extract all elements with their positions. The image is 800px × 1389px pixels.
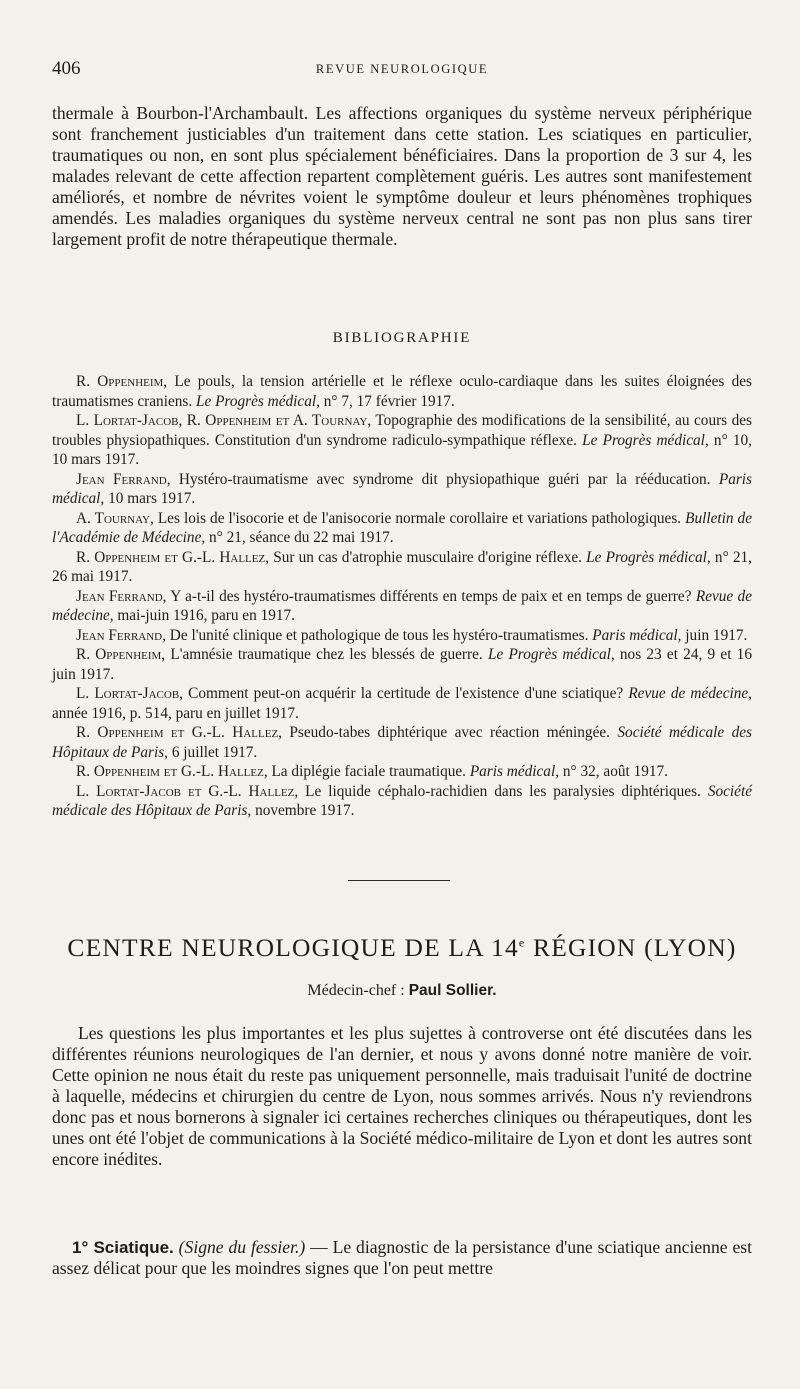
journal-page bbox=[52, 0, 752, 1389]
item-note: (Signe du fessier.) bbox=[178, 1237, 306, 1257]
entry-text: Les lois de l'isocorie et de l'anisocorie normale corollaire et variations pathologiques. bbox=[153, 509, 686, 527]
entry-source: Paris médical, bbox=[52, 470, 752, 507]
item-text: — Le diagnostic de la persistance d'une sciatique ancienne est assez délicat pour que les moindres signes que l'on peut mettre bbox=[52, 1237, 752, 1278]
entry-authors: L. Lortat-Jacob, bbox=[76, 685, 184, 702]
bibliography-entry bbox=[52, 411, 752, 470]
entry-tail: juin 1917. bbox=[681, 626, 748, 644]
entry-text: Le liquide céphalo-rachidien dans les paralysies diphtériques. bbox=[298, 782, 708, 800]
bibliography-entry bbox=[52, 470, 752, 509]
entry-tail: n° 32, août 1917. bbox=[559, 763, 668, 780]
entry-tail: 10 mars 1917. bbox=[104, 490, 196, 507]
sciatique-paragraph bbox=[52, 1237, 752, 1279]
section-title bbox=[52, 933, 752, 963]
entry-text: Topographie des modifications de la sensibilité, au cours des troubles physiopathiques. Constitution d'un syndrome radiculo-sympathique réflexe. bbox=[52, 412, 752, 449]
entry-text: Comment peut-on acquérir la certitude de l'existence d'une sciatique? bbox=[183, 685, 629, 702]
bibliography-entry bbox=[52, 587, 752, 626]
bibliography-entry bbox=[52, 645, 752, 684]
bibliography-entry bbox=[52, 509, 752, 548]
entry-tail: nos 23 et 24, 9 et 16 juin 1917. bbox=[52, 646, 752, 683]
section-divider bbox=[348, 880, 450, 881]
section-paragraph: Les questions les plus importantes et les plus sujettes à controverse ont été discutées dans les différentes réunions neurologiques de l'an dernier, et nous y avons donné notre manière de voir. Cette opinion ne nous était du reste pas uniquement personnelle, mais traduisait l'unité de doctrine à laquelle, médecins et chirurgien du centre de Lyon, nous sommes arrivés. Nous n'y reviendrons donc pas et nous bornerons à signaler ici certaines recherches cliniques ou thérapeutiques, dont les unes ont été l'objet de communications à la Société médico-militaire de Lyon et dont les autres sont encore inédites. bbox=[52, 1023, 752, 1169]
entry-authors: L. Lortat-Jacob, R. Oppenheim et A. Tournay, bbox=[76, 412, 372, 429]
entry-authors: Jean Ferrand, bbox=[76, 470, 171, 488]
entry-text: Hystéro-traumatisme avec syndrome dit physiopathique guéri par la rééducation. bbox=[170, 470, 719, 488]
entry-source: Paris médical, bbox=[592, 626, 682, 644]
entry-tail: novembre 1917. bbox=[251, 802, 355, 819]
running-head: REVUE NEUROLOGIQUE bbox=[315, 62, 489, 76]
entry-authors: R. Oppenheim, bbox=[76, 646, 166, 663]
entry-source: Société médicale des Hôpitaux de Paris, bbox=[52, 724, 752, 761]
entry-source: Le Progrès médical, bbox=[487, 646, 615, 663]
entry-source: Bulletin de l'Académie de Médecine, bbox=[52, 509, 752, 546]
bibliography-entry bbox=[52, 372, 752, 411]
entry-source: Le Progrès médical, bbox=[582, 431, 709, 449]
entry-authors: R. Oppenheim et G.-L. Hallez, bbox=[76, 548, 270, 566]
entry-authors: Jean Ferrand, bbox=[76, 626, 166, 644]
chief-line bbox=[52, 982, 752, 1000]
entry-text: Pseudo-tabes diphtérique avec réaction méningée. bbox=[281, 724, 618, 741]
page-header bbox=[52, 58, 752, 84]
entry-source: Le Progrès médical, bbox=[586, 548, 711, 566]
bibliography-title: BIBLIOGRAPHIE bbox=[332, 330, 472, 346]
entry-source: Paris médical, bbox=[469, 763, 560, 780]
entry-authors: Jean Ferrand, bbox=[76, 587, 167, 605]
entry-tail: n° 10, 10 mars 1917. bbox=[52, 431, 752, 468]
bibliography-entry bbox=[52, 782, 752, 821]
entry-text: Le pouls, la tension artérielle et le réflexe oculo-cardiaque dans les suites éloignées des traumatismes craniens. bbox=[52, 373, 752, 410]
entry-tail: année 1916, p. 514, paru en juillet 1917. bbox=[52, 704, 299, 722]
bibliography-entry bbox=[52, 723, 752, 762]
entry-tail: n° 21, séance du 22 mai 1917. bbox=[205, 529, 394, 546]
bibliography-entry bbox=[52, 684, 752, 723]
bibliography-list bbox=[52, 372, 752, 821]
entry-authors: A. Tournay, bbox=[76, 509, 154, 527]
entry-source: Revue de médecine, bbox=[628, 685, 753, 702]
entry-authors: R. Oppenheim, bbox=[76, 373, 168, 390]
entry-tail: mai-juin 1916, paru en 1917. bbox=[113, 607, 295, 624]
entry-tail: 6 juillet 1917. bbox=[168, 743, 258, 761]
bibliography-entry bbox=[52, 762, 752, 782]
bibliography-entry bbox=[52, 548, 752, 587]
entry-text: La diplégie faciale traumatique. bbox=[267, 763, 470, 780]
item-heading: 1° Sciatique. bbox=[72, 1238, 174, 1257]
page-number: 406 bbox=[52, 58, 81, 79]
entry-tail: n° 7, 17 février 1917. bbox=[319, 392, 455, 410]
entry-text: De l'unité clinique et pathologique de tous les hystéro-traumatismes. bbox=[165, 626, 593, 644]
chief-label: Médecin-chef : bbox=[307, 982, 409, 999]
entry-authors: R. Oppenheim et G.-L. Hallez, bbox=[76, 763, 268, 780]
entry-tail: n° 21, 26 mai 1917. bbox=[52, 548, 752, 585]
chief-name: Paul Sollier. bbox=[408, 982, 497, 999]
entry-authors: L. Lortat-Jacob et G.-L. Hallez, bbox=[76, 782, 299, 800]
entry-source: Société médicale des Hôpitaux de Paris, bbox=[52, 782, 752, 819]
entry-source: Revue de médecine, bbox=[52, 587, 752, 624]
bibliography-entry bbox=[52, 626, 752, 646]
entry-authors: R. Oppenheim et G.-L. Hallez, bbox=[76, 724, 282, 741]
intro-paragraph: thermale à Bourbon-l'Archambault. Les affections organiques du système nerveux périphérique sont franchement justiciables d'un traitement dans cette station. Les sciatiques en particulier, traumatiques ou non, en sont plus spécialement bénéficiaires. Dans la proportion de 3 sur 4, les malades relevant de cette affection repartent complètement guéris. Les autres sont manifestement améliorés, et nombre de névrites voient le symptôme douleur et leurs phénomènes trophiques amendés. Les maladies organiques du système nerveux central ne sont pas non plus sans tirer largement profit de notre thérapeutique thermale. bbox=[52, 103, 752, 249]
section-title-sup: e bbox=[518, 935, 526, 950]
entry-text: L'amnésie traumatique chez les blessés de guerre. bbox=[165, 646, 488, 663]
section-title-main: CENTRE NEUROLOGIQUE DE LA 14 bbox=[67, 933, 519, 962]
section-title-end: RÉGION (LYON) bbox=[525, 933, 737, 962]
entry-text: Y a-t-il des hystéro-traumatismes différents en temps de paix et en temps de guerre? bbox=[166, 587, 696, 605]
entry-source: Le Progrès médical, bbox=[196, 392, 320, 410]
entry-text: Sur un cas d'atrophie musculaire d'origine réflexe. bbox=[269, 548, 587, 566]
